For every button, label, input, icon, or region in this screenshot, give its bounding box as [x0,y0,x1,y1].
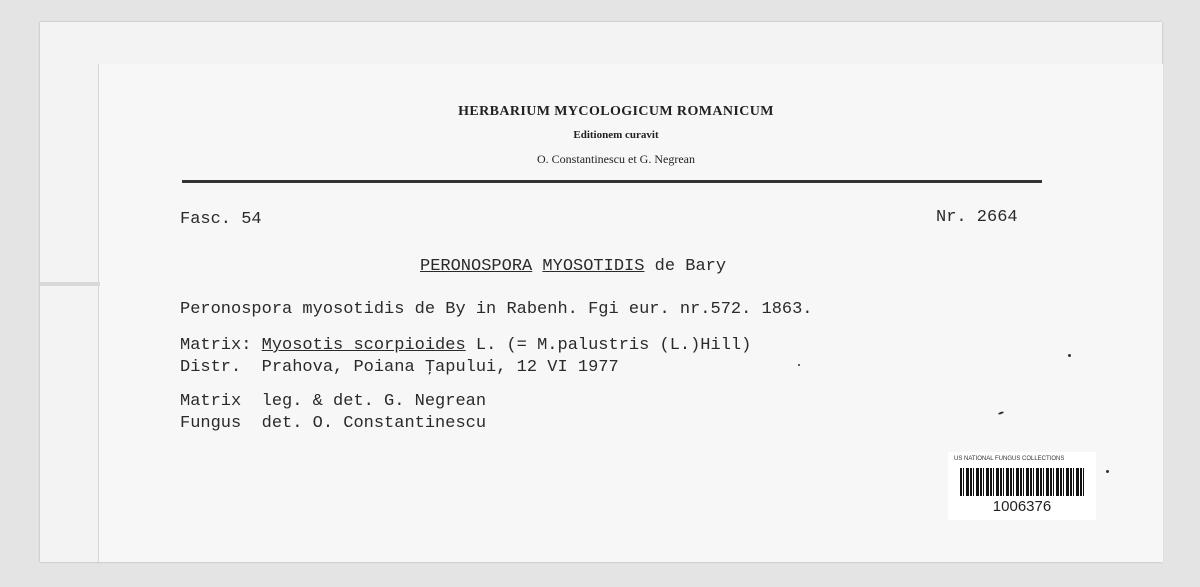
barcode-label [948,452,1096,520]
host-synonym: L. (= M.palustris (L.)Hill) [475,336,752,355]
matrix-collector-label: Matrix [180,392,242,411]
species-name [420,257,726,276]
barcode-institution: US NATIONAL FUNGUS COLLECTIONS [954,456,1065,462]
literature-reference: Peronospora myosotidis de By in Rabenh. Fgi eur. nr.572. 1863. [180,300,813,319]
barcode-icon [960,468,1084,496]
barcode-number: 1006376 [992,498,1052,515]
fungus-label: Fungus [180,414,242,433]
distribution-line [180,358,619,377]
matrix-collector-line [180,392,486,411]
paper-fold [40,282,100,286]
matrix-label: Matrix: [180,336,252,355]
host-species: Myosotis scorpioides [261,336,466,355]
fungus-determiner-line [180,414,486,433]
speck [798,364,800,366]
distribution-label: Distr. [180,358,242,377]
fascicle-number: Fasc. 54 [180,210,262,229]
epithet: MYOSOTIDIS [542,257,645,276]
species-author: de Bary [654,257,727,276]
specimen-number: Nr. 2664 [936,208,1018,227]
editor-note: Editionem curavit [573,129,659,141]
distribution-value: Prahova, Poiana Ţapului, 12 VI 1977 [261,358,619,377]
header-divider [182,180,1042,183]
fungus-value: det. O. Constantinescu [261,414,487,433]
herbarium-title: HERBARIUM MYCOLOGICUM ROMANICUM [458,104,774,119]
speck [1068,354,1071,357]
matrix-collector-value: leg. & det. G. Negrean [261,392,487,411]
speck [1106,470,1109,473]
genus: PERONOSPORA [420,257,533,276]
editors: O. Constantinescu et G. Negrean [537,152,695,166]
matrix-line [180,336,751,355]
